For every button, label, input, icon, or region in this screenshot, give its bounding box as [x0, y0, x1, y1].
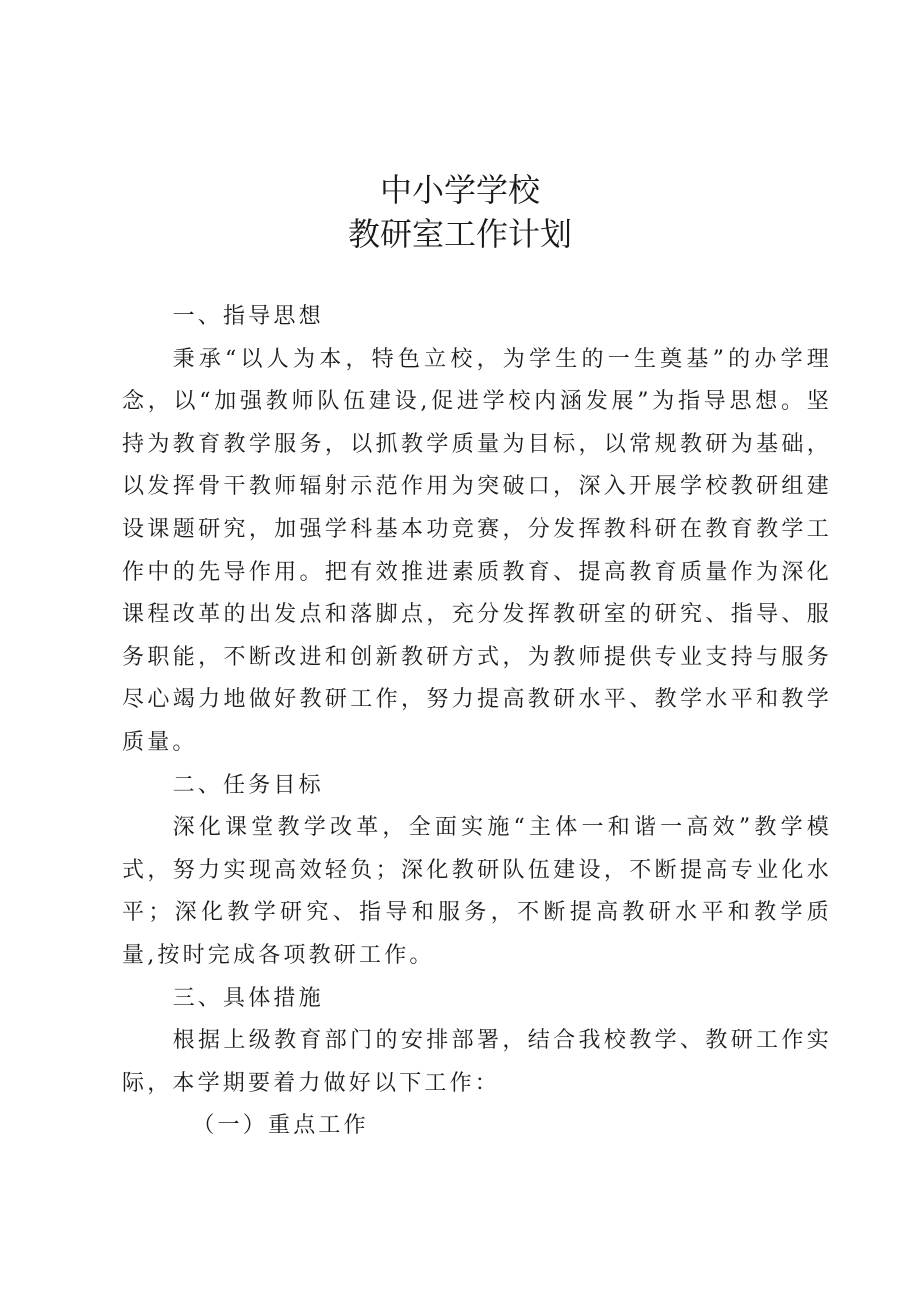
- document-body: [122, 296, 832, 1148]
- paragraph-task-goals: 深化课堂教学改革，全面实施“主体一和谐一高效”教学模式，努力实现高效轻负；深化教研队伍建设，不断提高专业化水平；深化教学研究、指导和服务，不断提高教研水平和教学质量,按时完成各项教研工作。: [122, 815, 832, 968]
- document-title: [0, 168, 920, 256]
- title-line-2: 教研室工作计划: [347, 215, 572, 253]
- section-heading-guiding-ideology: 一、指导思想: [172, 304, 324, 329]
- title-line-1: 中小学学校: [379, 171, 540, 209]
- paragraph-specific-measures: 根据上级教育部门的安排部署，结合我校教学、教研工作实际，本学期要着力做好以下工作：: [122, 1028, 832, 1096]
- subheading-key-work: （一）重点工作: [192, 1113, 369, 1139]
- paragraph-guiding-ideology: 秉承“以人为本，特色立校，为学生的一生奠基”的办学理念，以“加强教师队伍建设,促进学校内涵发展”为指导思想。坚持为教育教学服务，以抓教学质量为目标，以常规教研为基础，以发挥骨干教师辐射示范作用为突破口，深入开展学校教研组建设课题研究，加强学科基本功竞赛，分发挥教科研在教育教学工作中的先导作用。把有效推进素质教育、提高教育质量作为深化课程改革的出发点和落脚点，充分发挥教研室的研究、指导、服务职能，不断改进和创新教研方式，为教师提供专业支持与服务尽心竭力地做好教研工作，努力提高教研水平、教学水平和教学质量。: [122, 346, 832, 755]
- section-heading-task-goals: 二、任务目标: [172, 772, 324, 798]
- section-heading-specific-measures: 三、具体措施: [172, 985, 324, 1011]
